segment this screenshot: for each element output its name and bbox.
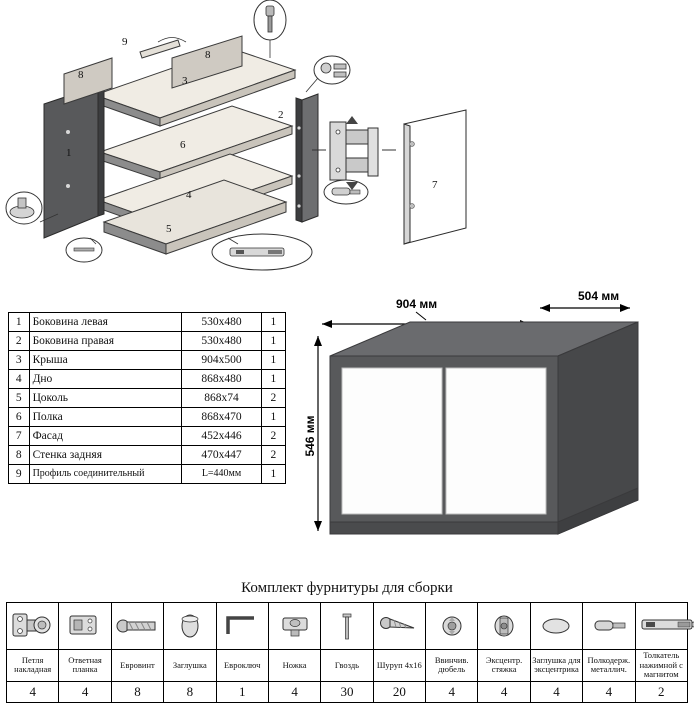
part-name: Профиль соединительный bbox=[29, 465, 182, 484]
table-row bbox=[9, 389, 286, 408]
part-size: 868х74 bbox=[182, 389, 261, 408]
part-label-4: 4 bbox=[186, 189, 192, 201]
hardware-qty: 20 bbox=[373, 681, 425, 702]
part-name: Стенка задняя bbox=[29, 446, 182, 465]
metal-shelf-support-icon bbox=[587, 606, 631, 646]
hinge-detail-group bbox=[312, 116, 396, 190]
hardware-name: Шуруп 4х16 bbox=[373, 650, 425, 682]
hardware-name: Петля накладная bbox=[7, 650, 59, 682]
detail-callout-magnet-catch bbox=[212, 234, 312, 270]
hardware-qty: 4 bbox=[7, 681, 59, 702]
parts-table bbox=[8, 312, 286, 484]
hardware-icon-cell bbox=[635, 603, 688, 650]
hardware-qty: 1 bbox=[216, 681, 268, 702]
hardware-name: Заглушка bbox=[164, 650, 216, 682]
table-row bbox=[9, 370, 286, 389]
screw-icon bbox=[376, 606, 422, 646]
part-label-7: 7 bbox=[432, 179, 438, 191]
part-number: 7 bbox=[9, 427, 30, 446]
hardware-name: Гвоздь bbox=[321, 650, 373, 682]
euro-key-icon bbox=[220, 606, 264, 646]
hardware-qty: 8 bbox=[111, 681, 163, 702]
part-number: 8 bbox=[9, 446, 30, 465]
cabinet-door-right bbox=[446, 368, 546, 514]
part-name: Боковина правая bbox=[29, 332, 182, 351]
part-qty: 1 bbox=[261, 313, 285, 332]
part-size: 868х480 bbox=[182, 370, 261, 389]
part-qty: 2 bbox=[261, 427, 285, 446]
part-qty: 1 bbox=[261, 465, 285, 484]
mounting-plate-icon bbox=[62, 606, 108, 646]
hinge-icon bbox=[9, 606, 57, 646]
hardware-icon-cell bbox=[530, 603, 582, 650]
hardware-icon-cell bbox=[268, 603, 320, 650]
hardware-name: Эксцентр. стяжка bbox=[478, 650, 530, 682]
hardware-icon-cell bbox=[583, 603, 635, 650]
hardware-name: Ножка bbox=[268, 650, 320, 682]
table-row bbox=[9, 465, 286, 484]
hardware-icon-cell bbox=[478, 603, 530, 650]
hardware-icon-cell bbox=[216, 603, 268, 650]
exploded-assembly-diagram bbox=[0, 0, 694, 290]
hardware-qty: 4 bbox=[59, 681, 111, 702]
hardware-qty: 8 bbox=[164, 681, 216, 702]
part-number: 9 bbox=[9, 465, 30, 484]
part-name: Цоколь bbox=[29, 389, 182, 408]
hardware-qty: 4 bbox=[268, 681, 320, 702]
part-number: 5 bbox=[9, 389, 30, 408]
cabinet-body bbox=[330, 322, 638, 534]
part-size: 868х470 bbox=[182, 408, 261, 427]
hardware-qty-row bbox=[7, 681, 688, 702]
hardware-icon-cell bbox=[426, 603, 478, 650]
cap-icon bbox=[172, 606, 208, 646]
table-row bbox=[9, 408, 286, 427]
part-qty: 2 bbox=[261, 389, 285, 408]
part-qty: 1 bbox=[261, 332, 285, 351]
depth-dimension bbox=[540, 304, 630, 312]
table-row bbox=[9, 446, 286, 465]
part-number: 3 bbox=[9, 351, 30, 370]
detail-callout-euro-screw bbox=[254, 0, 286, 40]
table-row bbox=[9, 332, 286, 351]
hardware-name: Евроключ bbox=[216, 650, 268, 682]
part-qty: 1 bbox=[261, 408, 285, 427]
euro-screw-icon bbox=[113, 606, 161, 646]
part-label-6: 6 bbox=[180, 139, 186, 151]
part-size: 530х480 bbox=[182, 332, 261, 351]
cam-cap-icon bbox=[534, 606, 578, 646]
part-size: 470х447 bbox=[182, 446, 261, 465]
table-row bbox=[9, 313, 286, 332]
part-name: Крыша bbox=[29, 351, 182, 370]
part-size: 530х480 bbox=[182, 313, 261, 332]
part-number: 2 bbox=[9, 332, 30, 351]
part-name: Полка bbox=[29, 408, 182, 427]
hardware-icon-cell bbox=[111, 603, 163, 650]
hardware-name: Ответная планка bbox=[59, 650, 111, 682]
hardware-icon-row bbox=[7, 603, 688, 650]
part-connecting-profile bbox=[140, 40, 180, 58]
table-row bbox=[9, 351, 286, 370]
part-qty: 1 bbox=[261, 351, 285, 370]
nail-icon bbox=[335, 606, 359, 646]
cam-lock-icon bbox=[484, 606, 524, 646]
part-size: 904х500 bbox=[182, 351, 261, 370]
depth-label: 504 мм bbox=[578, 289, 619, 303]
hardware-qty: 30 bbox=[321, 681, 373, 702]
hardware-qty: 4 bbox=[426, 681, 478, 702]
part-name: Боковина левая bbox=[29, 313, 182, 332]
magnet-catch-icon bbox=[636, 606, 694, 646]
part-size: L=440мм bbox=[182, 465, 261, 484]
part-number: 4 bbox=[9, 370, 30, 389]
part-label-3: 3 bbox=[182, 75, 188, 87]
part-label-9: 9 bbox=[122, 36, 128, 48]
part-label-5: 5 bbox=[166, 223, 172, 235]
part-qty: 2 bbox=[261, 446, 285, 465]
hardware-icon-cell bbox=[164, 603, 216, 650]
part-number: 1 bbox=[9, 313, 30, 332]
hardware-name: Заглушка для эксцентрика bbox=[530, 650, 582, 682]
part-number: 6 bbox=[9, 408, 30, 427]
detail-callout-cam bbox=[314, 56, 350, 84]
assembled-cabinet-drawing bbox=[300, 286, 690, 556]
detail-callout-shelf-support bbox=[324, 180, 368, 204]
hardware-qty: 4 bbox=[478, 681, 530, 702]
part-name: Дно bbox=[29, 370, 182, 389]
hardware-name: Толкатель нажимной с магнитом bbox=[635, 650, 688, 682]
hardware-name-row bbox=[7, 650, 688, 682]
part-label-2: 2 bbox=[278, 109, 284, 121]
hardware-qty: 4 bbox=[530, 681, 582, 702]
hardware-icon-cell bbox=[7, 603, 59, 650]
cabinet-plinth bbox=[330, 522, 558, 534]
table-row bbox=[9, 427, 286, 446]
hardware-icon-cell bbox=[59, 603, 111, 650]
dowel-icon bbox=[432, 606, 472, 646]
hardware-name: Евровинт bbox=[111, 650, 163, 682]
detail-callout-leg bbox=[6, 192, 42, 224]
part-size: 452х446 bbox=[182, 427, 261, 446]
width-label: 904 мм bbox=[396, 297, 437, 311]
part-label-8-left: 8 bbox=[78, 69, 84, 81]
hardware-qty: 4 bbox=[583, 681, 635, 702]
hardware-icon-cell bbox=[321, 603, 373, 650]
hardware-name: Ввинчив. дюбель bbox=[426, 650, 478, 682]
part-left-side bbox=[44, 86, 104, 238]
height-label: 546 мм bbox=[303, 415, 317, 456]
part-qty: 1 bbox=[261, 370, 285, 389]
hardware-qty: 2 bbox=[635, 681, 688, 702]
cabinet-door-left bbox=[342, 368, 442, 514]
hardware-kit-title: Комплект фурнитуры для сборки bbox=[0, 580, 694, 597]
part-name: Фасад bbox=[29, 427, 182, 446]
part-right-side bbox=[296, 94, 318, 222]
hardware-name: Полкодерж. металлич. bbox=[583, 650, 635, 682]
part-label-8-right: 8 bbox=[205, 49, 211, 61]
hardware-icon-cell bbox=[373, 603, 425, 650]
detail-callout-nail bbox=[66, 238, 102, 262]
part-label-1: 1 bbox=[66, 147, 72, 159]
part-front-door bbox=[404, 110, 466, 244]
hardware-kit-table bbox=[6, 602, 688, 703]
leg-icon bbox=[273, 606, 317, 646]
